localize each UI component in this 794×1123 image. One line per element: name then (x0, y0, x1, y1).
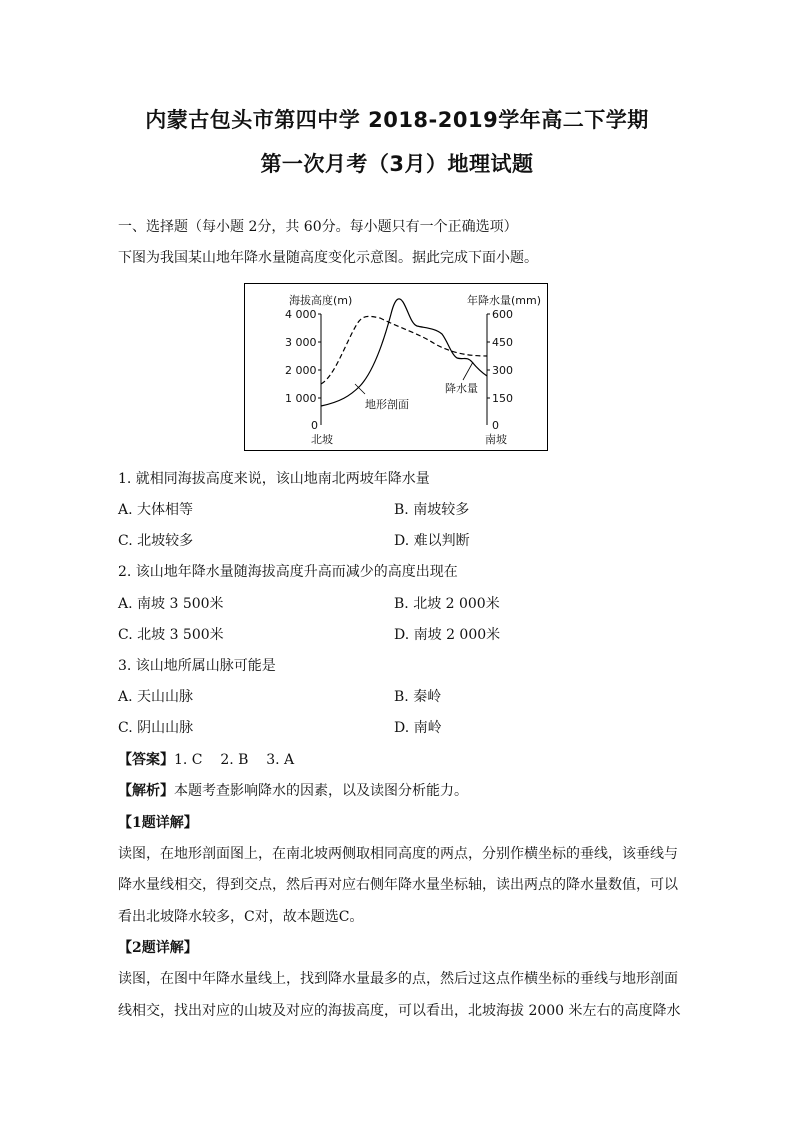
left-tick-1000: 1 000 (285, 392, 317, 405)
precipitation-curve (321, 316, 487, 384)
right-tick-150: 150 (492, 392, 513, 405)
answer-line (118, 749, 294, 769)
detail-1-line-1: 读图，在地形剖面图上，在南北坡两侧取相同高度的两点，分别作横坐标的垂线，该垂线与 (118, 846, 678, 862)
question-1-option-a: A. 大体相等 (118, 502, 194, 518)
analysis-line (118, 780, 468, 800)
detail-2-heading: 【2题详解】 (118, 940, 198, 956)
left-axis-title: 海拔高度(m) (289, 294, 353, 307)
question-2-option-c: C. 北坡 3 500米 (118, 627, 224, 643)
answer-label: 【答案】 (118, 752, 174, 768)
left-tick-0: 0 (311, 419, 318, 432)
question-2-option-d: D. 南坡 2 000米 (394, 627, 501, 643)
detail-2-line-2: 线相交，找出对应的山坡及对应的海拔高度，可以看出，北坡海拔 2000 米左右的高度降水 (118, 1003, 681, 1019)
question-3-option-d: D. 南岭 (394, 720, 442, 736)
question-3-stem: 3. 该山地所属山脉可能是 (118, 658, 276, 674)
question-1-option-d: D. 难以判断 (394, 533, 470, 549)
title-line-2: 第一次月考（3月）地理试题 (260, 152, 534, 176)
question-1-stem: 1. 就相同海拔高度来说，该山地南北两坡年降水量 (118, 471, 430, 487)
answer-text: 1. C 2. B 3. A (174, 752, 295, 768)
precip-label: 降水量 (445, 382, 478, 395)
section-intro: 下图为我国某山地年降水量随高度变化示意图。据此完成下面小题。 (118, 250, 538, 266)
question-3-option-c: C. 阴山山脉 (118, 720, 194, 736)
title-line-1: 内蒙古包头市第四中学 2018-2019学年高二下学期 (145, 108, 649, 132)
analysis-label: 【解析】 (118, 783, 174, 799)
south-slope-label: 南坡 (485, 433, 507, 446)
right-tick-450: 450 (492, 336, 513, 349)
question-1-option-b: B. 南坡较多 (394, 502, 470, 518)
question-2-option-b: B. 北坡 2 000米 (394, 596, 500, 612)
section-heading: 一、选择题（每小题 2分，共 60分。每小题只有一个正确选项） (118, 219, 518, 235)
figure-svg (245, 284, 549, 452)
right-tick-300: 300 (492, 364, 513, 377)
left-tick-4000: 4 000 (285, 308, 317, 321)
right-tick-600: 600 (492, 308, 513, 321)
right-tick-0: 0 (492, 419, 499, 432)
left-tick-3000: 3 000 (285, 336, 317, 349)
terrain-label: 地形剖面 (365, 398, 409, 411)
question-1-option-c: C. 北坡较多 (118, 533, 194, 549)
question-3-option-b: B. 秦岭 (394, 689, 442, 705)
analysis-text: 本题考查影响降水的因素，以及读图分析能力。 (174, 783, 468, 799)
precipitation-altitude-figure (244, 283, 548, 451)
question-2-stem: 2. 该山地年降水量随海拔高度升高而减少的高度出现在 (118, 564, 458, 580)
left-tick-2000: 2 000 (285, 364, 317, 377)
question-2-option-a: A. 南坡 3 500米 (118, 596, 224, 612)
detail-1-heading: 【1题详解】 (118, 815, 198, 831)
question-3-option-a: A. 天山山脉 (118, 689, 194, 705)
north-slope-label: 北坡 (311, 433, 333, 446)
right-axis-title: 年降水量(mm) (467, 294, 542, 307)
detail-2-line-1: 读图，在图中年降水量线上，找到降水量最多的点，然后过这点作横坐标的垂线与地形剖面 (118, 971, 678, 987)
detail-1-line-2: 降水量线相交，得到交点，然后再对应右侧年降水量坐标轴，读出两点的降水量数值，可以 (118, 877, 678, 893)
detail-1-line-3: 看出北坡降水较多，C对，故本题选C。 (118, 909, 364, 925)
